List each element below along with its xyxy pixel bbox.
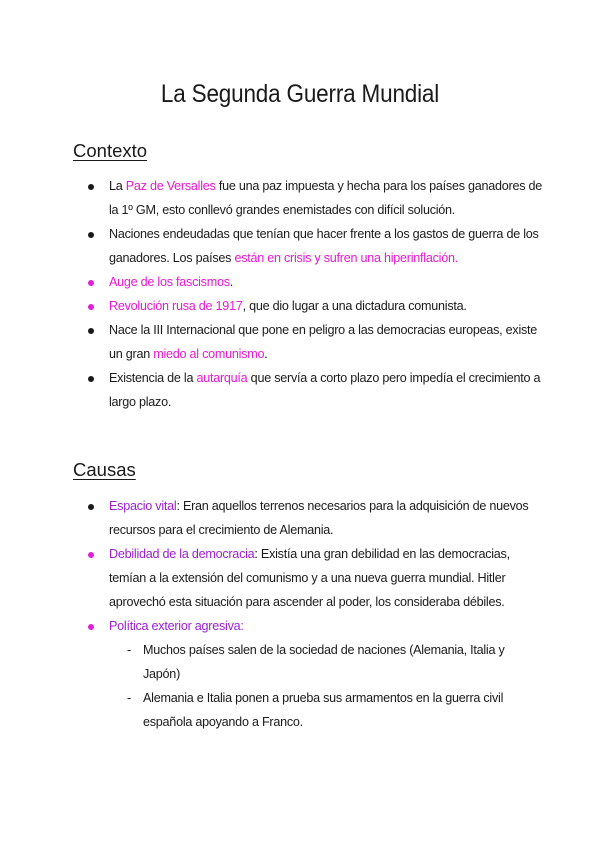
item-text: Existencia de la: [109, 371, 197, 385]
item-text: .: [264, 347, 268, 361]
list-item: [83, 542, 543, 614]
bullet-icon: [88, 304, 94, 310]
bullet-icon: [88, 280, 94, 286]
highlighted-text: Debilidad de la democracia: [109, 547, 255, 561]
contexto-list: [83, 174, 543, 414]
highlighted-text: Auge de los fascismos: [109, 275, 230, 289]
item-text: La: [109, 179, 126, 193]
bullet-icon: [88, 624, 94, 630]
bullet-icon: [88, 504, 94, 510]
item-text: Nace la III Internacional que pone en peligro a las democracias europeas, existe un gran: [109, 323, 538, 361]
page-title: La Segunda Guerra Mundial: [160, 80, 440, 108]
bullet-icon: [88, 184, 94, 190]
highlighted-text: Espacio vital: [109, 499, 177, 513]
list-item: [83, 270, 543, 294]
list-item: [83, 494, 543, 542]
list-item: [83, 614, 543, 734]
sublist-item: [83, 638, 543, 686]
bullet-icon: [88, 552, 94, 558]
highlighted-text: Paz de Versalles: [125, 179, 216, 193]
sublist: [83, 638, 543, 734]
list-item: [83, 174, 543, 222]
list-item: [83, 222, 543, 270]
causas-list: [83, 494, 543, 734]
dash-marker: -: [127, 643, 131, 657]
highlighted-text: Política exterior agresiva:: [109, 619, 244, 633]
item-text: Alemania e Italia ponen a prueba sus armamentos en la guerra civil española apoyando a Franco.: [143, 691, 504, 729]
highlighted-text: autarquía: [196, 371, 248, 385]
item-text: Muchos países salen de la sociedad de naciones (Alemania, Italia y Japón): [143, 643, 505, 681]
dash-marker: -: [127, 691, 131, 705]
item-text: : Existía una gran debilidad en las democracias, temían a la extensión del comunismo y a una nueva guerra mundial. Hitler aprovechó esta situación para ascender al poder, los consideraba débiles.: [109, 547, 510, 609]
highlighted-text: Revolución rusa de 1917: [109, 299, 243, 313]
sublist-item: [83, 686, 543, 734]
bullet-icon: [88, 328, 94, 334]
highlighted-text: están en crisis y sufren una hiperinflación.: [234, 251, 458, 265]
item-text: , que dio lugar a una dictadura comunista.: [242, 299, 467, 313]
item-text: : Eran aquellos terrenos necesarios para la adquisición de nuevos recursos para el crecimiento de Alemania.: [109, 499, 529, 537]
item-text: .: [229, 275, 233, 289]
item-text: que servía a corto plazo pero impedía el crecimiento a largo plazo.: [109, 371, 541, 409]
list-item: [83, 366, 543, 414]
list-item: [83, 318, 543, 366]
list-item: [83, 294, 543, 318]
item-text: fue una paz impuesta y hecha para los países ganadores de la 1º GM, esto conllevó grandes enemistades con difícil solución.: [109, 179, 543, 217]
section-heading-contexto: Contexto: [73, 140, 148, 161]
highlighted-text: miedo al comunismo: [153, 347, 265, 361]
section-heading-causas: Causas: [73, 459, 136, 480]
bullet-icon: [88, 232, 94, 238]
item-text: Naciones endeudadas que tenían que hacer frente a los gastos de guerra de los ganadores. Los países: [109, 227, 539, 265]
bullet-icon: [88, 376, 94, 382]
